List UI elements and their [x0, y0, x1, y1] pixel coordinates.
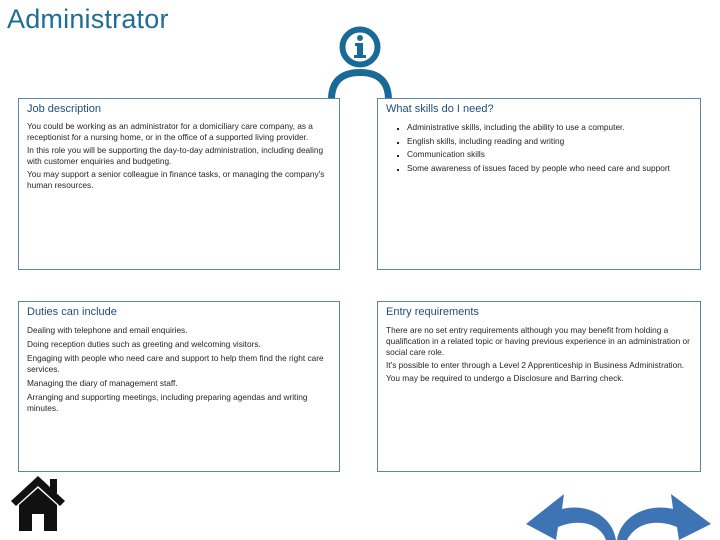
entry-requirements-text: There are no set entry requirements although you may benefit from holding a qualification in a related topic or having previous experience in an administration or social care role.: [386, 325, 690, 357]
duties-text: Arranging and supporting meetings, including preparing agendas and writing minutes.: [27, 391, 308, 413]
skills-list-item: ▪ Administrative skills, including the ability to use a computer.: [407, 121, 692, 135]
skills-list-item: ▪ Communication skills: [407, 148, 692, 162]
entry-requirements-heading: Entry requirements: [386, 306, 479, 318]
duties-text: Doing reception duties such as greeting and welcoming visitors.: [27, 338, 261, 349]
skills-list: [386, 121, 692, 175]
duties-text: Dealing with telephone and email enquiries.: [27, 325, 188, 335]
skills-list-item: ▪ Some awareness of issues faced by people who need care and support: [407, 162, 692, 176]
entry-requirements-text: You may be required to undergo a Disclosure and Barring check.: [386, 373, 624, 384]
page-title: Administrator: [7, 4, 169, 34]
job-description-card: [18, 98, 340, 270]
skills-heading: What skills do I need?: [386, 103, 494, 115]
duties-text: Managing the diary of management staff.: [27, 377, 178, 388]
job-description-heading: Job description: [27, 103, 101, 115]
skills-list-item: ▪ English skills, including reading and writing: [407, 135, 692, 149]
forward-arrow-icon[interactable]: [615, 490, 713, 540]
duties-text: Engaging with people who need care and support to help them find the right care services.: [27, 352, 324, 374]
back-arrow-icon[interactable]: [524, 490, 618, 540]
entry-requirements-card: [377, 301, 701, 472]
home-icon[interactable]: [10, 474, 66, 532]
duties-heading: Duties can include: [27, 306, 117, 318]
job-description-text: You may support a senior colleague in finance tasks, or managing the company's human resources.: [27, 169, 325, 190]
job-description-text: In this role you will be supporting the day-to-day administration, including dealing with customer enquiries and budgeting.: [27, 145, 324, 166]
skills-card: [377, 98, 701, 270]
job-description-text: You could be working as an administrator for a domiciliary care company, as a receptionist for a nursing home, or in the office of a supported living provider.: [27, 121, 313, 142]
duties-card: [18, 301, 340, 472]
entry-requirements-text: It's possible to enter through a Level 2 Apprenticeship in Business Administration.: [386, 359, 685, 370]
info-person-icon: [321, 22, 399, 100]
